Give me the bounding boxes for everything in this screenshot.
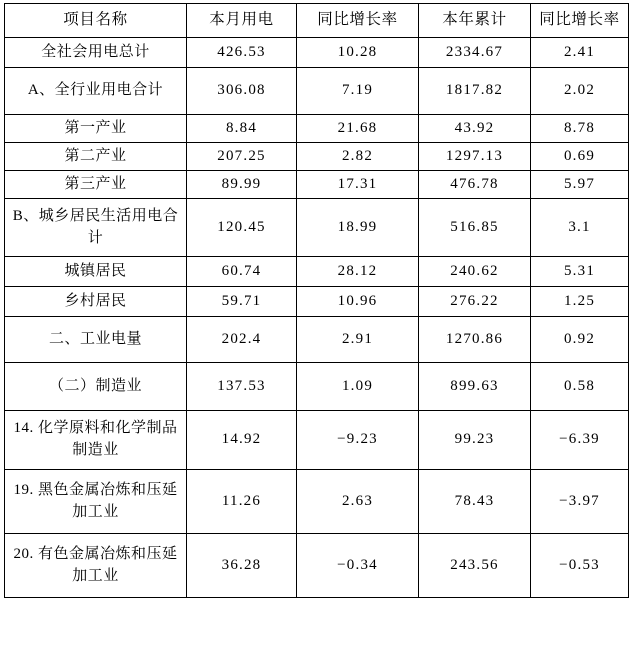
table-row (5, 171, 629, 199)
cell-ytd-total: 99.23 (419, 411, 531, 470)
cell-ytd-growth: −3.97 (531, 470, 629, 534)
cell-month-usage: 207.25 (187, 143, 297, 171)
cell-month-growth: 1.09 (297, 363, 419, 411)
cell-month-growth: 10.28 (297, 38, 419, 68)
cell-ytd-growth: 2.02 (531, 68, 629, 115)
cell-month-usage: 426.53 (187, 38, 297, 68)
table-row (5, 38, 629, 68)
cell-ytd-growth: 2.41 (531, 38, 629, 68)
cell-month-growth: −0.34 (297, 534, 419, 598)
cell-ytd-growth: 3.1 (531, 199, 629, 257)
cell-month-usage: 60.74 (187, 257, 297, 287)
cell-ytd-total: 43.92 (419, 115, 531, 143)
cell-month-growth: 7.19 (297, 68, 419, 115)
table-row (5, 411, 629, 470)
cell-month-growth: 2.82 (297, 143, 419, 171)
cell-ytd-total: 899.63 (419, 363, 531, 411)
electricity-consumption-table (4, 3, 629, 598)
cell-month-growth: −9.23 (297, 411, 419, 470)
cell-ytd-total: 276.22 (419, 287, 531, 317)
row-label: 二、工业电量 (5, 317, 187, 363)
cell-ytd-total: 1297.13 (419, 143, 531, 171)
cell-ytd-growth: 1.25 (531, 287, 629, 317)
column-header-ytd-growth-rate: 同比增长率 (531, 4, 629, 38)
cell-month-usage: 11.26 (187, 470, 297, 534)
cell-month-usage: 202.4 (187, 317, 297, 363)
table-row (5, 287, 629, 317)
row-label: 城镇居民 (5, 257, 187, 287)
row-label: B、城乡居民生活用电合计 (5, 199, 187, 257)
cell-month-growth: 2.91 (297, 317, 419, 363)
cell-ytd-total: 240.62 (419, 257, 531, 287)
column-header-month-growth-rate: 同比增长率 (297, 4, 419, 38)
cell-ytd-growth: 8.78 (531, 115, 629, 143)
table-row (5, 470, 629, 534)
table-row (5, 257, 629, 287)
cell-ytd-total: 476.78 (419, 171, 531, 199)
row-label: A、全行业用电合计 (5, 68, 187, 115)
column-header-month-usage: 本月用电 (187, 4, 297, 38)
row-label: 19. 黑色金属冶炼和压延加工业 (5, 470, 187, 534)
cell-ytd-growth: 0.58 (531, 363, 629, 411)
cell-month-usage: 89.99 (187, 171, 297, 199)
cell-month-usage: 8.84 (187, 115, 297, 143)
row-label: 乡村居民 (5, 287, 187, 317)
table-row (5, 534, 629, 598)
table-row (5, 143, 629, 171)
cell-month-growth: 28.12 (297, 257, 419, 287)
cell-ytd-total: 243.56 (419, 534, 531, 598)
electricity-consumption-table-sheet (0, 3, 632, 653)
cell-month-usage: 59.71 (187, 287, 297, 317)
cell-ytd-growth: 5.97 (531, 171, 629, 199)
cell-month-usage: 14.92 (187, 411, 297, 470)
row-label: 全社会用电总计 (5, 38, 187, 68)
table-row (5, 363, 629, 411)
cell-ytd-growth: 0.69 (531, 143, 629, 171)
table-row (5, 68, 629, 115)
row-label: 14. 化学原料和化学制品制造业 (5, 411, 187, 470)
cell-ytd-total: 78.43 (419, 470, 531, 534)
cell-ytd-growth: −0.53 (531, 534, 629, 598)
row-label: 第二产业 (5, 143, 187, 171)
table-row (5, 199, 629, 257)
cell-month-growth: 17.31 (297, 171, 419, 199)
table-header (5, 4, 629, 38)
table-header-row (5, 4, 629, 38)
cell-month-usage: 36.28 (187, 534, 297, 598)
column-header-item-name: 项目名称 (5, 4, 187, 38)
cell-ytd-growth: 5.31 (531, 257, 629, 287)
cell-month-growth: 21.68 (297, 115, 419, 143)
table-row (5, 317, 629, 363)
cell-ytd-total: 516.85 (419, 199, 531, 257)
table-body (5, 38, 629, 598)
cell-ytd-total: 1817.82 (419, 68, 531, 115)
row-label: 第一产业 (5, 115, 187, 143)
row-label: 20. 有色金属冶炼和压延加工业 (5, 534, 187, 598)
cell-month-growth: 2.63 (297, 470, 419, 534)
cell-month-growth: 18.99 (297, 199, 419, 257)
cell-month-growth: 10.96 (297, 287, 419, 317)
cell-month-usage: 306.08 (187, 68, 297, 115)
cell-month-usage: 120.45 (187, 199, 297, 257)
cell-ytd-total: 1270.86 (419, 317, 531, 363)
column-header-ytd-total: 本年累计 (419, 4, 531, 38)
cell-ytd-total: 2334.67 (419, 38, 531, 68)
row-label: 第三产业 (5, 171, 187, 199)
table-row (5, 115, 629, 143)
row-label: （二）制造业 (5, 363, 187, 411)
cell-month-usage: 137.53 (187, 363, 297, 411)
cell-ytd-growth: −6.39 (531, 411, 629, 470)
cell-ytd-growth: 0.92 (531, 317, 629, 363)
